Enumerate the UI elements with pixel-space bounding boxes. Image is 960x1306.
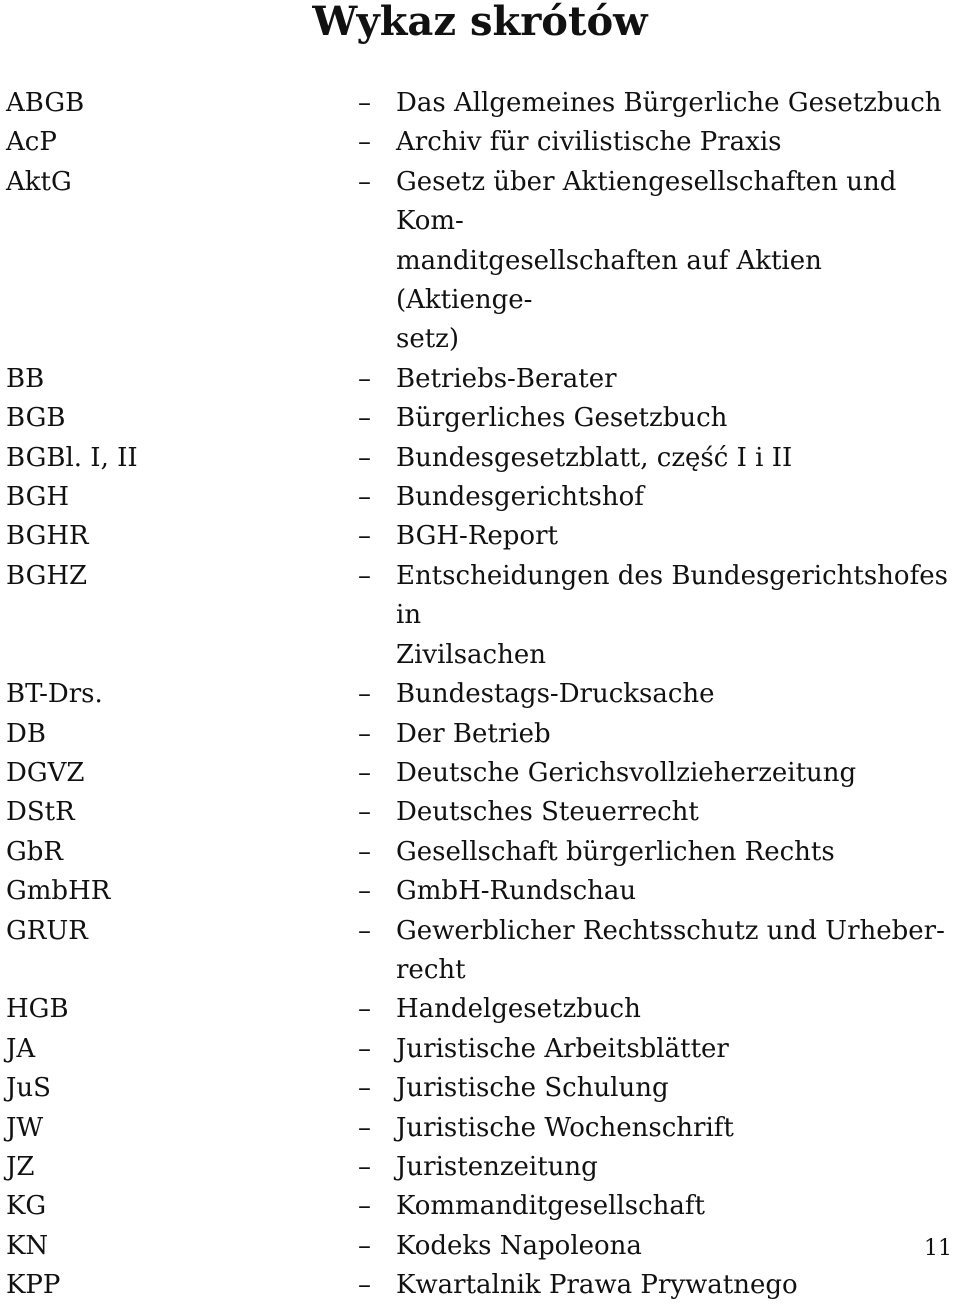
abbreviation-definition: Gesetz über Aktiengesellschaften und Kom- manditgesellschaften auf Aktien (Aktienge- setz) bbox=[396, 166, 897, 355]
abbreviation-definition: Juristische Schulung bbox=[396, 1073, 669, 1104]
abbreviation-definition: Bundesgesetzblatt, część I i II bbox=[396, 442, 793, 473]
abbreviation-definition: GmbH-Rundschau bbox=[396, 876, 637, 907]
abbreviation-term: BGHZ bbox=[6, 560, 88, 591]
abbreviation-term: BGH bbox=[6, 482, 70, 513]
abbreviation-entry bbox=[0, 1030, 960, 1069]
abbreviation-definition: Juristische Arbeitsblätter bbox=[396, 1033, 729, 1064]
abbreviation-entry bbox=[0, 912, 960, 991]
abbreviation-term: DB bbox=[6, 718, 46, 749]
abbreviation-entry bbox=[0, 399, 960, 438]
abbreviation-term: DGVZ bbox=[6, 757, 85, 788]
abbreviation-entry bbox=[0, 360, 960, 399]
abbreviation-definition: Handelgesetzbuch bbox=[396, 994, 641, 1025]
abbreviation-definition: Das Allgemeines Bürgerliche Gesetzbuch bbox=[396, 88, 942, 118]
abbreviation-term: BT-Drs. bbox=[6, 679, 103, 710]
dash-separator: – bbox=[358, 836, 371, 867]
abbreviation-entry bbox=[0, 715, 960, 754]
abbreviation-term: GmbHR bbox=[6, 876, 111, 907]
dash-separator: – bbox=[358, 797, 371, 828]
abbreviation-entry bbox=[0, 1069, 960, 1108]
abbreviation-term: KPP bbox=[6, 1270, 61, 1301]
abbreviation-term: KN bbox=[6, 1230, 49, 1261]
dash-separator: – bbox=[358, 1033, 371, 1064]
abbreviation-definition: Deutsches Steuerrecht bbox=[396, 797, 699, 828]
dash-separator: – bbox=[358, 1073, 371, 1104]
abbreviation-term: HGB bbox=[6, 994, 69, 1025]
abbreviation-definition: Entscheidungen des Bundesgerichtshofes in Zivilsachen bbox=[396, 560, 948, 670]
dash-separator: – bbox=[358, 363, 371, 394]
dash-separator: – bbox=[358, 1230, 371, 1261]
abbreviation-definition: Archiv für civilistische Praxis bbox=[396, 127, 782, 158]
abbreviation-term: ABGB bbox=[6, 88, 85, 118]
dash-separator: – bbox=[358, 1191, 371, 1222]
abbreviation-list bbox=[0, 84, 960, 1306]
abbreviation-definition: Kommanditgesellschaft bbox=[396, 1191, 705, 1222]
dash-separator: – bbox=[358, 166, 371, 197]
dash-separator: – bbox=[358, 1112, 371, 1143]
abbreviation-definition: Betriebs-Berater bbox=[396, 363, 617, 394]
abbreviation-entry bbox=[0, 1266, 960, 1305]
abbreviation-definition: Bundesgerichtshof bbox=[396, 482, 644, 513]
dash-separator: – bbox=[358, 403, 371, 434]
page-title: Wykaz skrótów bbox=[312, 0, 648, 45]
abbreviation-term: BB bbox=[6, 363, 45, 394]
abbreviation-definition: Bürgerliches Gesetzbuch bbox=[396, 403, 728, 434]
dash-separator: – bbox=[358, 994, 371, 1025]
abbreviation-term: KG bbox=[6, 1191, 47, 1222]
abbreviation-entry bbox=[0, 517, 960, 556]
abbreviation-term: AktG bbox=[6, 166, 72, 197]
abbreviation-entry bbox=[0, 439, 960, 478]
abbreviation-definition: Deutsche Gerichsvollzieherzeitung bbox=[396, 757, 857, 788]
abbreviation-term: BGB bbox=[6, 403, 66, 434]
abbreviation-term: AcP bbox=[6, 127, 57, 158]
abbreviation-entry bbox=[0, 833, 960, 872]
abbreviation-definition: Kodeks Napoleona bbox=[396, 1230, 642, 1261]
abbreviation-term: BGBl. I, II bbox=[6, 442, 138, 473]
dash-separator: – bbox=[358, 442, 371, 473]
abbreviation-definition: Bundestags-Drucksache bbox=[396, 679, 715, 710]
page-number: 11 bbox=[924, 1236, 952, 1261]
dash-separator: – bbox=[358, 88, 371, 118]
abbreviation-definition: BGH-Report bbox=[396, 521, 558, 552]
abbreviation-entry bbox=[0, 163, 960, 360]
abbreviation-entry bbox=[0, 754, 960, 793]
abbreviation-definition: Juristenzeitung bbox=[396, 1151, 598, 1182]
abbreviation-entry bbox=[0, 990, 960, 1029]
abbreviation-entry bbox=[0, 1227, 960, 1266]
dash-separator: – bbox=[358, 876, 371, 907]
dash-separator: – bbox=[358, 718, 371, 749]
dash-separator: – bbox=[358, 560, 371, 591]
abbreviation-entry bbox=[0, 872, 960, 911]
dash-separator: – bbox=[358, 1151, 371, 1182]
abbreviation-entry bbox=[0, 123, 960, 162]
abbreviation-term: JZ bbox=[6, 1151, 35, 1182]
dash-separator: – bbox=[358, 757, 371, 788]
abbreviation-entry bbox=[0, 1187, 960, 1226]
abbreviation-definition: Kwartalnik Prawa Prywatnego bbox=[396, 1270, 798, 1301]
abbreviation-definition: Der Betrieb bbox=[396, 718, 551, 749]
abbreviation-term: JuS bbox=[6, 1073, 51, 1104]
dash-separator: – bbox=[358, 1270, 371, 1301]
abbreviation-term: JW bbox=[6, 1112, 44, 1143]
abbreviation-entry bbox=[0, 557, 960, 675]
abbreviation-term: GRUR bbox=[6, 915, 88, 946]
abbreviation-entry bbox=[0, 675, 960, 714]
abbreviation-term: JA bbox=[6, 1033, 36, 1064]
abbreviation-entry bbox=[0, 1148, 960, 1187]
abbreviation-entry bbox=[0, 793, 960, 832]
abbreviation-definition: Gewerblicher Rechtsschutz und Urheber- recht bbox=[396, 915, 945, 985]
abbreviation-entry bbox=[0, 84, 960, 123]
abbreviation-term: DStR bbox=[6, 797, 75, 828]
abbreviation-entry bbox=[0, 478, 960, 517]
abbreviation-term: BGHR bbox=[6, 521, 89, 552]
abbreviation-definition: Juristische Wochenschrift bbox=[396, 1112, 734, 1143]
dash-separator: – bbox=[358, 679, 371, 710]
dash-separator: – bbox=[358, 915, 371, 946]
dash-separator: – bbox=[358, 521, 371, 552]
abbreviation-definition: Gesellschaft bürgerlichen Rechts bbox=[396, 836, 835, 867]
dash-separator: – bbox=[358, 482, 371, 513]
abbreviation-entry bbox=[0, 1109, 960, 1148]
abbreviation-term: GbR bbox=[6, 836, 63, 867]
dash-separator: – bbox=[358, 127, 371, 158]
